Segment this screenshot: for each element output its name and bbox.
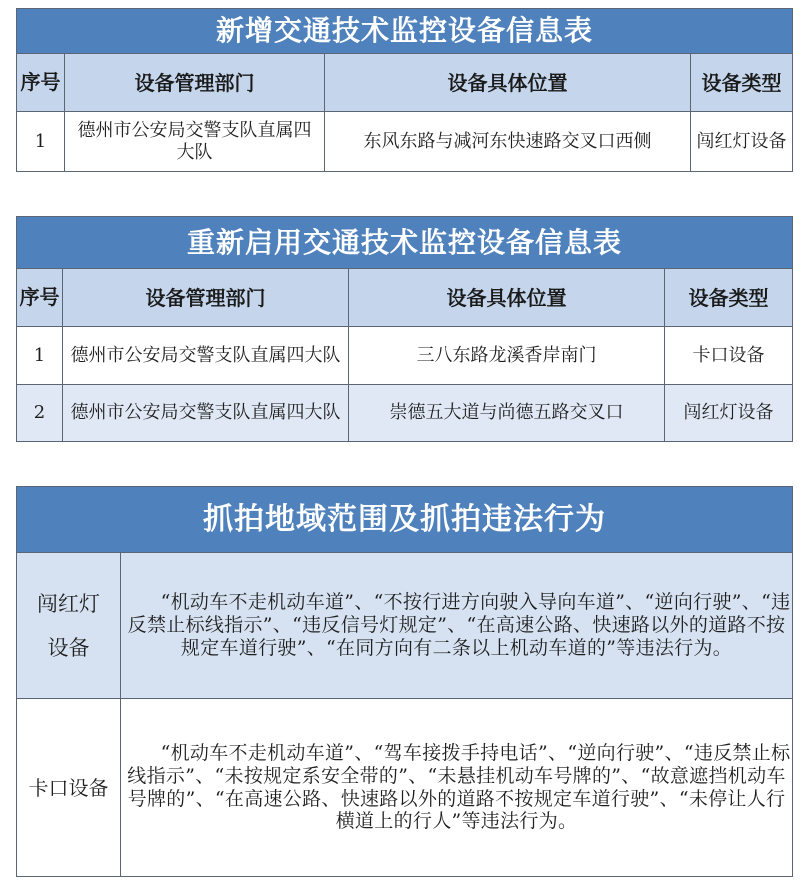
cell-dept: 德州市公安局交警支队直属四大队 — [65, 112, 325, 172]
row-label-red-light — [17, 553, 121, 699]
cell-location: 东风东路与减河东快速路交叉口西侧 — [325, 112, 691, 172]
cell-type: 闯红灯设备 — [665, 385, 793, 442]
column-header-type: 设备类型 — [691, 54, 793, 112]
table-row — [17, 112, 793, 172]
table-title: 抓拍地域范围及抓拍违法行为 — [17, 487, 793, 553]
violation-description: “机动车不走机动车道”、“不按行进方向驶入导向车道”、“逆向行驶”、“违反禁止标线指示”、“违反信号灯规定”、“在高速公路、快速路以外的道路不按规定车道行驶”、“在同方向有二条以上机动车道的”等违法行为。 — [121, 553, 793, 699]
cell-type: 闯红灯设备 — [691, 112, 793, 172]
table-row — [17, 327, 793, 385]
table-title: 重新启用交通技术监控设备信息表 — [17, 217, 793, 269]
column-header-location: 设备具体位置 — [325, 54, 691, 112]
cell-dept: 德州市公安局交警支队直属四大队 — [63, 327, 349, 385]
table-row — [17, 553, 793, 699]
cell-dept: 德州市公安局交警支队直属四大队 — [63, 385, 349, 442]
new-devices-table — [16, 8, 793, 172]
capture-scope-table — [16, 486, 793, 877]
cell-seq: 1 — [17, 327, 63, 385]
column-header-seq: 序号 — [17, 54, 65, 112]
row-label-checkpoint: 卡口设备 — [17, 699, 121, 877]
table-row — [17, 699, 793, 877]
reenabled-devices-table — [16, 216, 793, 442]
column-header-dept: 设备管理部门 — [63, 269, 349, 327]
cell-seq: 2 — [17, 385, 63, 442]
column-header-seq: 序号 — [17, 269, 63, 327]
violation-description: “机动车不走机动车道”、“驾车接拨手持电话”、“逆向行驶”、“违反禁止标线指示”、“未按规定系安全带的”、“未悬挂机动车号牌的”、“故意遮挡机动车号牌的”、“在高速公路、快速路以外的道路不按规定车道行驶”、“未停让人行横道上的行人”等违法行为。 — [121, 699, 793, 877]
column-header-dept: 设备管理部门 — [65, 54, 325, 112]
table-title: 新增交通技术监控设备信息表 — [17, 9, 793, 54]
cell-seq: 1 — [17, 112, 65, 172]
cell-type: 卡口设备 — [665, 327, 793, 385]
column-header-location: 设备具体位置 — [349, 269, 665, 327]
cell-location: 三八东路龙溪香岸南门 — [349, 327, 665, 385]
column-header-type: 设备类型 — [665, 269, 793, 327]
row-label-text: 闯红灯设备 — [37, 591, 100, 660]
cell-location: 崇德五大道与尚德五路交叉口 — [349, 385, 665, 442]
table-row — [17, 385, 793, 442]
